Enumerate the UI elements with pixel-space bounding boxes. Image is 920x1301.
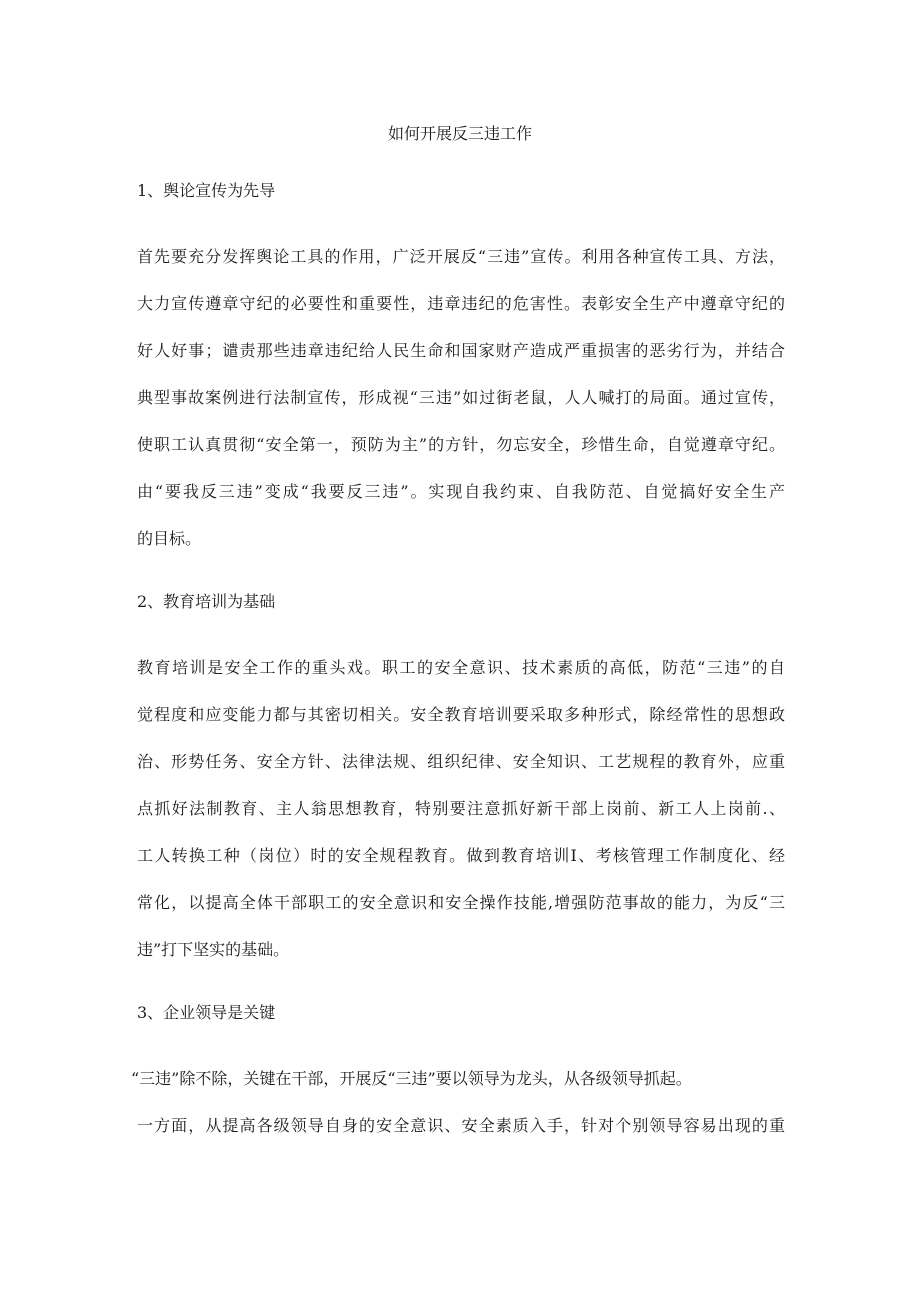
- paragraph-line: 典型事故案例进行法制宣传，形成视“三违”如过街老鼠，人人喊打的局面。通过宣传，: [137, 388, 785, 407]
- paragraph-line: 的目标。: [137, 529, 202, 548]
- paragraph-line: 大力宣传遵章守纪的必要性和重要性，违章违纪的危害性。表彰安全生产中遵章守纪的: [137, 294, 785, 313]
- paragraph-line: 工人转换工种（岗位）时的安全规程教育。做到教育培训I、考核管理工作制度化、经: [137, 846, 785, 865]
- paragraph-line: 使职工认真贯彻“安全第一，预防为主”的方针，勿忘安全，珍惜生命，自觉遵章守纪。: [137, 435, 785, 454]
- paragraph-line: 觉程度和应变能力都与其密切相关。安全教育培训要采取多种形式，除经常性的思想政: [137, 705, 785, 724]
- paragraph-line: 好人好事；谴责那些违章违纪给人民生命和国家财产造成严重损害的恶劣行为，并结合: [137, 341, 785, 360]
- paragraph-line: “三违”除不除，关键在干部，开展反“三违”要以领导为龙头，从各级领导抓起。: [131, 1069, 692, 1088]
- paragraph-line: 一方面，从提高各级领导自身的安全意识、安全素质入手，针对个别领导容易出现的重: [137, 1116, 785, 1135]
- paragraph-line: 首先要充分发挥舆论工具的作用，广泛开展反“三违”宣传。利用各种宣传工具、方法，: [137, 247, 785, 266]
- paragraph-line: 点抓好法制教育、主人翁思想教育，特别要注意抓好新干部上岗前、新工人上岗前.、: [137, 799, 785, 818]
- paragraph-line: 教育培训是安全工作的重头戏。职工的安全意识、技术素质的高低，防范“三违”的自: [137, 658, 785, 677]
- paragraph-line: 常化，以提高全体干部职工的安全意识和安全操作技能,增强防范事故的能力，为反“三: [137, 893, 785, 912]
- paragraph-line: 违”打下坚实的基础。: [137, 940, 290, 959]
- document-title: 如何开展反三违工作: [387, 124, 532, 143]
- paragraph-line: 由“要我反三违”变成“我要反三违”。实现自我约束、自我防范、自觉搞好安全生产: [137, 482, 785, 501]
- section-heading-1: 1、舆论宣传为先导: [137, 181, 276, 200]
- section-heading-2: 2、教育培训为基础: [137, 592, 276, 611]
- paragraph-line: 治、形势任务、安全方针、法律法规、组织纪律、安全知识、工艺规程的教育外，应重: [137, 752, 785, 771]
- section-heading-3: 3、企业领导是关键: [137, 1003, 276, 1022]
